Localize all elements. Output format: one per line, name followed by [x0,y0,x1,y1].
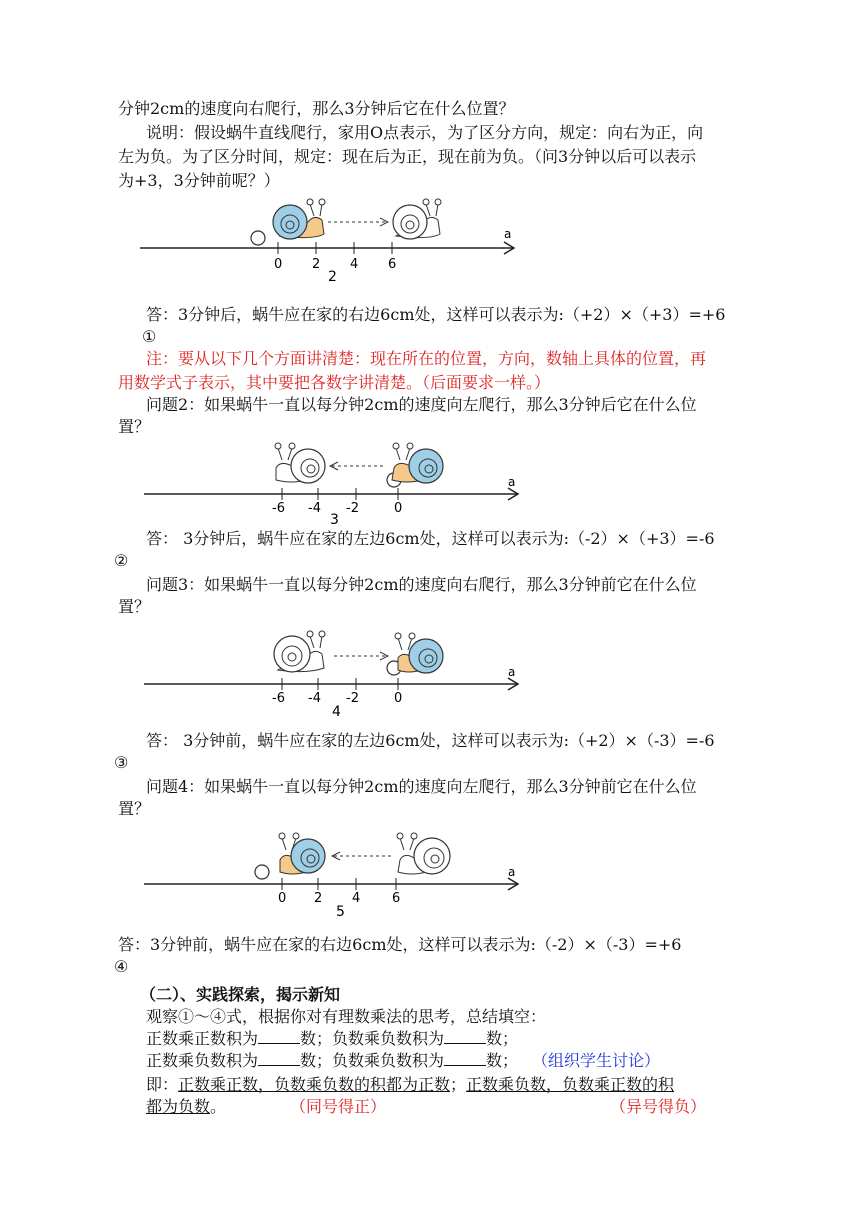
figure-number: 2 [328,269,337,284]
tick-label: 0 [394,691,403,706]
tick-label: 4 [352,891,361,906]
note-line-2 [118,372,550,394]
snail-white-icon [274,631,325,672]
explain-line-3: 为+3，3分钟前呢？） [118,171,280,190]
figure-3 [142,432,532,526]
note-line-1: 注：要从以下几个方面讲清楚：现在所在的位置，方向，数轴上具体的位置，再 [146,349,707,368]
axis-label: a [508,475,516,489]
rule-same-sign: 正数乘正数，负数乘负数的积都为正数 [178,1075,451,1094]
home-circle [251,231,265,245]
home-circle [255,865,269,879]
question-2-cont: 置？ [118,417,151,436]
diff-sign-note: （异号得负） [610,1097,707,1116]
answer-3: 答： 3分钟前，蜗牛应在家的左边6cm处，这样可以表示为:（+2）×（-3）=-6 [146,731,715,750]
question-4: 问题4：如果蜗牛一直以每分钟2cm的速度向左爬行，那么3分钟前它在什么位 [146,777,697,796]
fill-text: 数； [486,1029,519,1048]
snail-blue-icon [279,833,325,874]
snail-white-icon [397,833,450,874]
figure-number: 5 [336,904,345,920]
tick-label: 6 [392,891,401,906]
figure-4 [142,620,532,718]
axis-label: a [508,665,516,679]
rule-end: 。 [210,1097,227,1116]
fill-line-1 [146,1028,518,1050]
tick-label: -6 [272,501,285,516]
tick-label: 0 [394,501,403,516]
answer-1: 答：3分钟后，蜗牛应在家的右边6cm处，这样可以表示为:（+2）×（+3）=+6 [146,305,726,324]
tick-label: -2 [346,501,359,516]
fill-text: 数； [486,1051,519,1070]
figure-5 [142,822,532,920]
same-sign-note: （同号得正） [290,1097,387,1116]
fill-line-2 [146,1050,660,1072]
answer-2-mark: ② [114,551,129,570]
snail-white-icon [393,199,441,239]
fill-text: 数；负数乘负数积为 [300,1029,445,1048]
figure-number: 3 [330,512,339,526]
intro-line: 分钟2cm的速度向右爬行，那么3分钟后它在什么位置？ [118,99,515,118]
snail-blue-icon [392,443,443,483]
note-line-2-tail: （后面要求一样。） [422,373,551,392]
answer-4-mark: ④ [114,957,129,976]
tick-label: 6 [388,257,397,272]
question-4-cont: 置？ [118,799,151,818]
fill-text: 数；负数乘负数积为 [300,1051,445,1070]
blank-field[interactable] [258,1029,300,1044]
answer-1-mark: ① [142,327,157,346]
tick-label: 2 [314,891,323,906]
rule-separator: ； [450,1075,467,1094]
explain-line-1: 说明：假设蜗牛直线爬行，家用O点表示，为了区分方向，规定：向右为正，向 [146,123,704,142]
figure-number: 4 [332,704,341,718]
rule-line-1 [146,1074,674,1096]
note-line-2-main: 用数学式子表示，其中要把各数字讲清楚。 [118,373,423,392]
discuss-note: （组织学生讨论） [532,1051,661,1070]
answer-2: 答： 3分钟后，蜗牛应在家的左边6cm处，这样可以表示为:（-2）×（+3）=-6 [146,529,715,548]
section-heading: （二）、实践探索，揭示新知 [140,985,341,1004]
explain-line-2: 左为负。为了区分时间，规定：现在后为正，现在前为负。（问3分钟以后可以表示 [118,147,697,166]
axis-label: a [508,865,516,879]
tick-label: 4 [350,257,359,272]
snail-blue-icon [395,633,443,673]
axis-label: a [504,227,512,241]
tick-label: -6 [272,691,285,706]
fill-text: 正数乘负数积为 [146,1051,259,1070]
blank-field[interactable] [258,1051,300,1066]
tick-label: 0 [278,891,287,906]
tick-label: -4 [308,691,321,706]
blank-field[interactable] [444,1051,486,1066]
question-3-cont: 置？ [118,597,151,616]
snail-white-icon [275,443,325,483]
tick-label: -4 [308,501,321,516]
blank-field[interactable] [444,1029,486,1044]
figure-2 [138,192,528,284]
answer-4: 答：3分钟前，蜗牛应在家的右边6cm处，这样可以表示为:（-2）×（-3）=+6 [118,935,682,954]
question-3: 问题3：如果蜗牛一直以每分钟2cm的速度向右爬行，那么3分钟前它在什么位 [146,575,697,594]
fill-text: 正数乘正数积为 [146,1029,259,1048]
observe-line: 观察①～④式，根据你对有理数乘法的思考，总结填空： [146,1007,547,1026]
rule-line-2 [146,1096,226,1118]
snail-blue-icon [273,199,325,239]
tick-label: 2 [312,257,321,272]
answer-3-mark: ③ [114,753,129,772]
rule-diff-sign-end: 都为负数 [146,1097,211,1116]
rule-prefix: 即： [146,1075,179,1094]
question-2: 问题2：如果蜗牛一直以每分钟2cm的速度向左爬行，那么3分钟后它在什么位 [146,395,697,414]
tick-label: -2 [346,691,359,706]
rule-diff-sign: 正数乘负数，负数乘正数的积 [466,1075,675,1094]
tick-label: 0 [274,257,283,272]
